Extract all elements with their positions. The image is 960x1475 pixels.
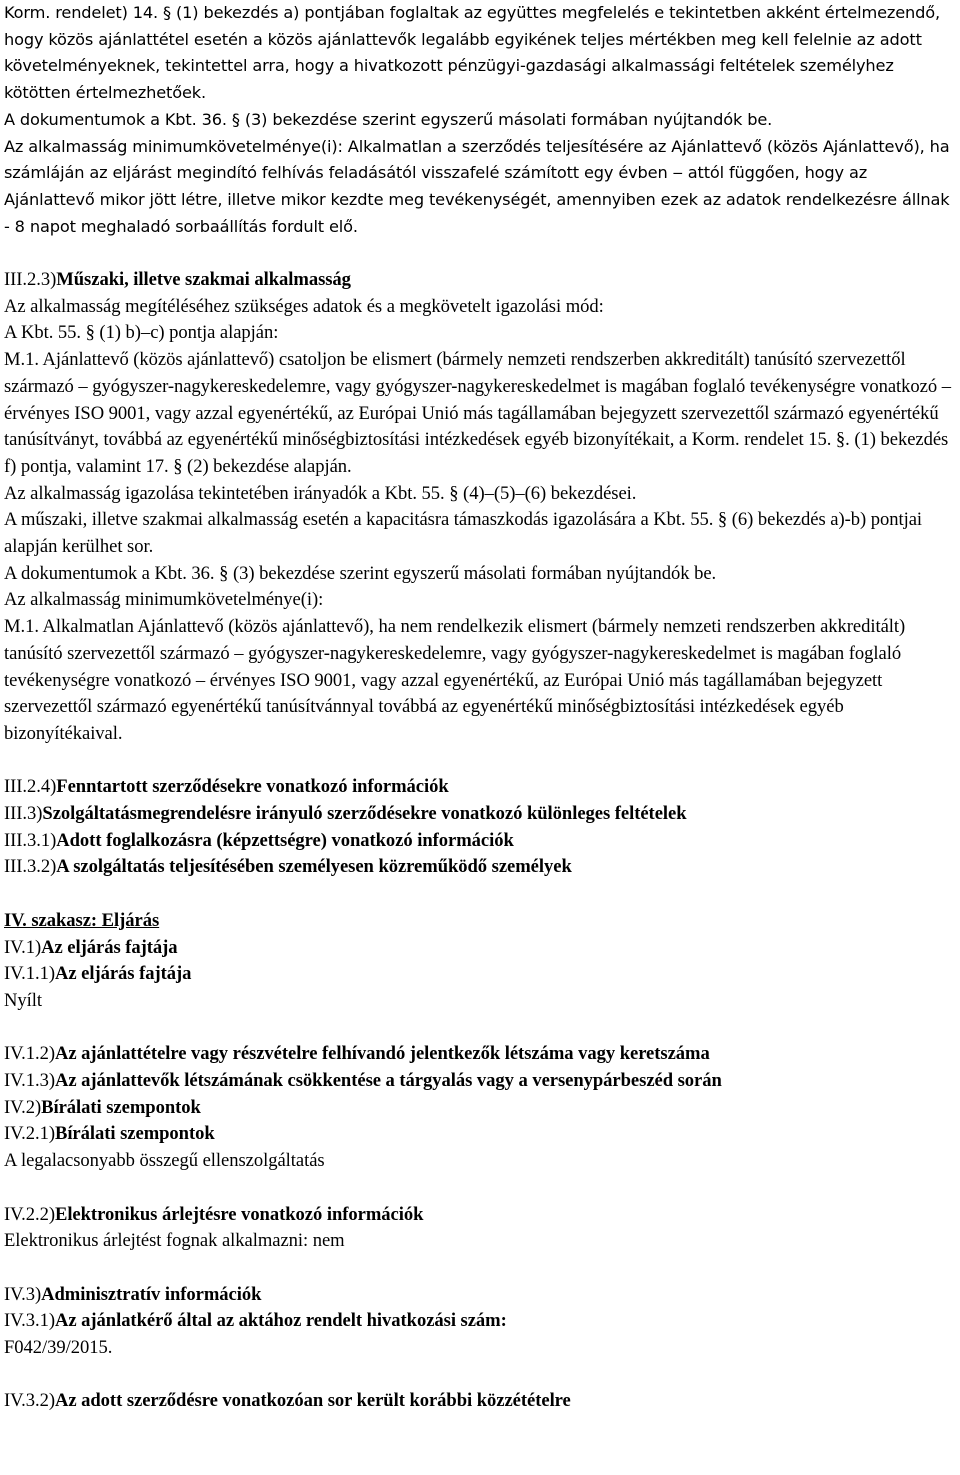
heading-procedure-type — [4, 935, 956, 962]
heading-reserved-contracts — [4, 774, 956, 801]
section-number: III.3.1) — [4, 829, 57, 851]
heading-award-criteria-sub — [4, 1121, 956, 1148]
paragraph-m1-ineligible: M.1. Alkalmatlan Ajánlattevő (közös ajánlattevő), ha nem rendelkezik elismert (bármely nemzeti rendszerben akkreditált) tanúsító szervezettől származó ‒ gyógyszer-nagykereskedelemre, vagy gyógyszer-nagykereskedelmet is magában foglaló tevékenységre vonatkozó ‒ érvényes ISO 9001, vagy azzal egyenértékű, az Európai Unió más tagállamában bejegyzett szervezettől származó egyenértékű tanúsítvánnyal továbbá az egyenértékű minőségbiztosítási intézkedések egyéb bizonyítékaival. — [4, 616, 906, 744]
section-number: IV.2.1) — [4, 1123, 55, 1145]
section-title: Fenntartott szerződésekre vonatkozó információk — [56, 776, 449, 798]
value-electronic-auction: Elektronikus árlejtést fognak alkalmazni: nem — [4, 1230, 345, 1252]
value-reference-number: F042/39/2015. — [4, 1337, 113, 1359]
paragraph-capacity-reliance: A műszaki, illetve szakmai alkalmasság esetén a kapacitásra támaszkodás igazolására a Kbt. 55. § (6) bekezdés a)-b) pontjai alapján kerülhet sor. — [4, 509, 923, 558]
section-title: Műszaki, illetve szakmai alkalmasság — [56, 269, 351, 291]
section-number: IV.1.3) — [4, 1070, 55, 1092]
section-number: IV.1) — [4, 936, 42, 958]
heading-section-iv: IV. szakasz: Eljárás — [4, 909, 160, 931]
heading-number-of-candidates — [4, 1041, 956, 1068]
section-title: Elektronikus árlejtésre vonatkozó információk — [54, 1203, 424, 1225]
heading-service-contract-conditions — [4, 801, 956, 828]
section-title: Bírálati szempontok — [41, 1096, 201, 1118]
section-number: IV.3.2) — [4, 1390, 55, 1412]
section-title: Az eljárás fajtája — [41, 936, 178, 958]
heading-procedure-type-sub — [4, 961, 956, 988]
section-number: III.2.4) — [4, 776, 57, 798]
heading-profession-info — [4, 828, 956, 855]
value-procedure-type: Nyílt — [4, 989, 42, 1011]
section-number: III.3) — [4, 803, 43, 825]
heading-reference-number — [4, 1308, 956, 1335]
heading-technical-eligibility — [4, 267, 956, 294]
paragraph-documents-copy-form-2: A dokumentumok a Kbt. 36. § (3) bekezdése szerint egyszerű másolati formában nyújtandók be. — [4, 562, 717, 584]
paragraph-documents-copy-form: A dokumentumok a Kbt. 36. § (3) bekezdése szerint egyszerű másolati formában nyújtandók be. — [4, 109, 773, 129]
section-title: Bírálati szempontok — [54, 1123, 215, 1145]
section-title: Az ajánlattevők létszámának csökkentése a tárgyalás vagy a versenypárbeszéd során — [54, 1070, 722, 1092]
paragraph-m1-certificate: M.1. Ajánlattevő (közös ajánlattevő) csatoljon be elismert (bármely nemzeti rendszerben akkreditált) tanúsító szervezettől származó ‒ gyógyszer-nagykereskedelemre, vagy gyógyszer-nagykereskedelmet is magában foglaló tevékenységre vonatkozó ‒ érvényes ISO 9001, vagy azzal egyenértékű, az Európai Unió más tagállamában bejegyzett szervezettől származó egyenértékű tanúsítványt, továbbá az egyenértékű minőségbiztosítási intézkedések egyéb bizonyítékait, a Korm. rendelet 15. §. (1) bekezdés f) pontja, valamint 17. § (2) bekezdése alapján. — [4, 349, 951, 477]
heading-personnel — [4, 854, 956, 881]
heading-electronic-auction — [4, 1202, 956, 1229]
section-number: IV.3.1) — [4, 1310, 55, 1332]
spacer — [4, 748, 956, 775]
section-title: Az adott szerződésre vonatkozóan sor került korábbi közzétételre — [54, 1390, 571, 1412]
paragraph-economic-eligibility: Korm. rendelet) 14. § (1) bekezdés a) pontjában foglaltak az együttes megfelelés e tekintetben akként értelmezendő, hogy közös ajánlattétel esetén a közös ajánlattevők legalább egyikének teljes mértékben meg kell felelnie az adott követelményeknek, tekintettel arra, hogy a hivatkozott pénzügyi-gazdasági alkalmassági feltételek személyhez kötötten értelmezhetőek. — [4, 3, 941, 103]
spacer — [4, 240, 956, 267]
section-title: A szolgáltatás teljesítésében személyesen közreműködő személyek — [56, 856, 572, 878]
heading-award-criteria — [4, 1095, 956, 1122]
paragraph-required-data: Az alkalmasság megítéléséhez szükséges adatok és a megkövetelt igazolási mód: — [4, 295, 604, 317]
paragraph-minimum-requirement: Az alkalmasság minimumkövetelménye(i): Alkalmatlan a szerződés teljesítésére az Ajánlattevő (közös Ajánlattevő), ha számláján az eljárást megindító felhívás feladásától visszafelé számított egy évben ‒ attól függően, hogy az Ajánlattevő mikor jött létre, illetve mikor kezdte meg tevékenységét, amennyiben ezek az adatok rendelkezésre állnak - 8 napot meghaladó sorbaállítás fordult elő. — [4, 136, 950, 236]
section-number: III.3.2) — [4, 856, 57, 878]
paragraph-minimum-requirement-label: Az alkalmasság minimumkövetelménye(i): — [4, 589, 324, 611]
heading-previous-publication — [4, 1388, 956, 1415]
spacer — [4, 881, 956, 908]
spacer — [4, 1362, 956, 1389]
spacer — [4, 1255, 956, 1282]
section-title: Szolgáltatásmegrendelésre irányuló szerződésekre vonatkozó különleges feltételek — [42, 803, 687, 825]
section-title: Adminisztratív információk — [41, 1283, 262, 1305]
section-title: Az eljárás fajtája — [54, 963, 192, 985]
section-number: IV.2.2) — [4, 1203, 55, 1225]
spacer — [4, 1175, 956, 1202]
spacer — [4, 1015, 956, 1042]
section-title: Adott foglalkozásra (képzettségre) vonatkozó információk — [56, 829, 514, 851]
section-number: IV.2) — [4, 1096, 42, 1118]
value-award-criteria: A legalacsonyabb összegű ellenszolgáltatás — [4, 1150, 325, 1172]
section-number: IV.1.2) — [4, 1043, 55, 1065]
paragraph-kbt-55-reference: Az alkalmasság igazolása tekintetében irányadók a Kbt. 55. § (4)‒(5)‒(6) bekezdései. — [4, 482, 637, 504]
section-number: IV.1.1) — [4, 963, 55, 985]
section-number: III.2.3) — [4, 269, 57, 291]
section-number: IV.3) — [4, 1283, 42, 1305]
heading-reduction-of-tenderers — [4, 1068, 956, 1095]
paragraph-kbt-reference: A Kbt. 55. § (1) b)‒c) pontja alapján: — [4, 322, 279, 344]
section-title: Az ajánlatkérő által az aktához rendelt hivatkozási szám: — [54, 1310, 507, 1332]
heading-administrative-info — [4, 1282, 956, 1309]
section-title: Az ajánlattételre vagy részvételre felhívandó jelentkezők létszáma vagy keretszáma — [54, 1043, 710, 1065]
